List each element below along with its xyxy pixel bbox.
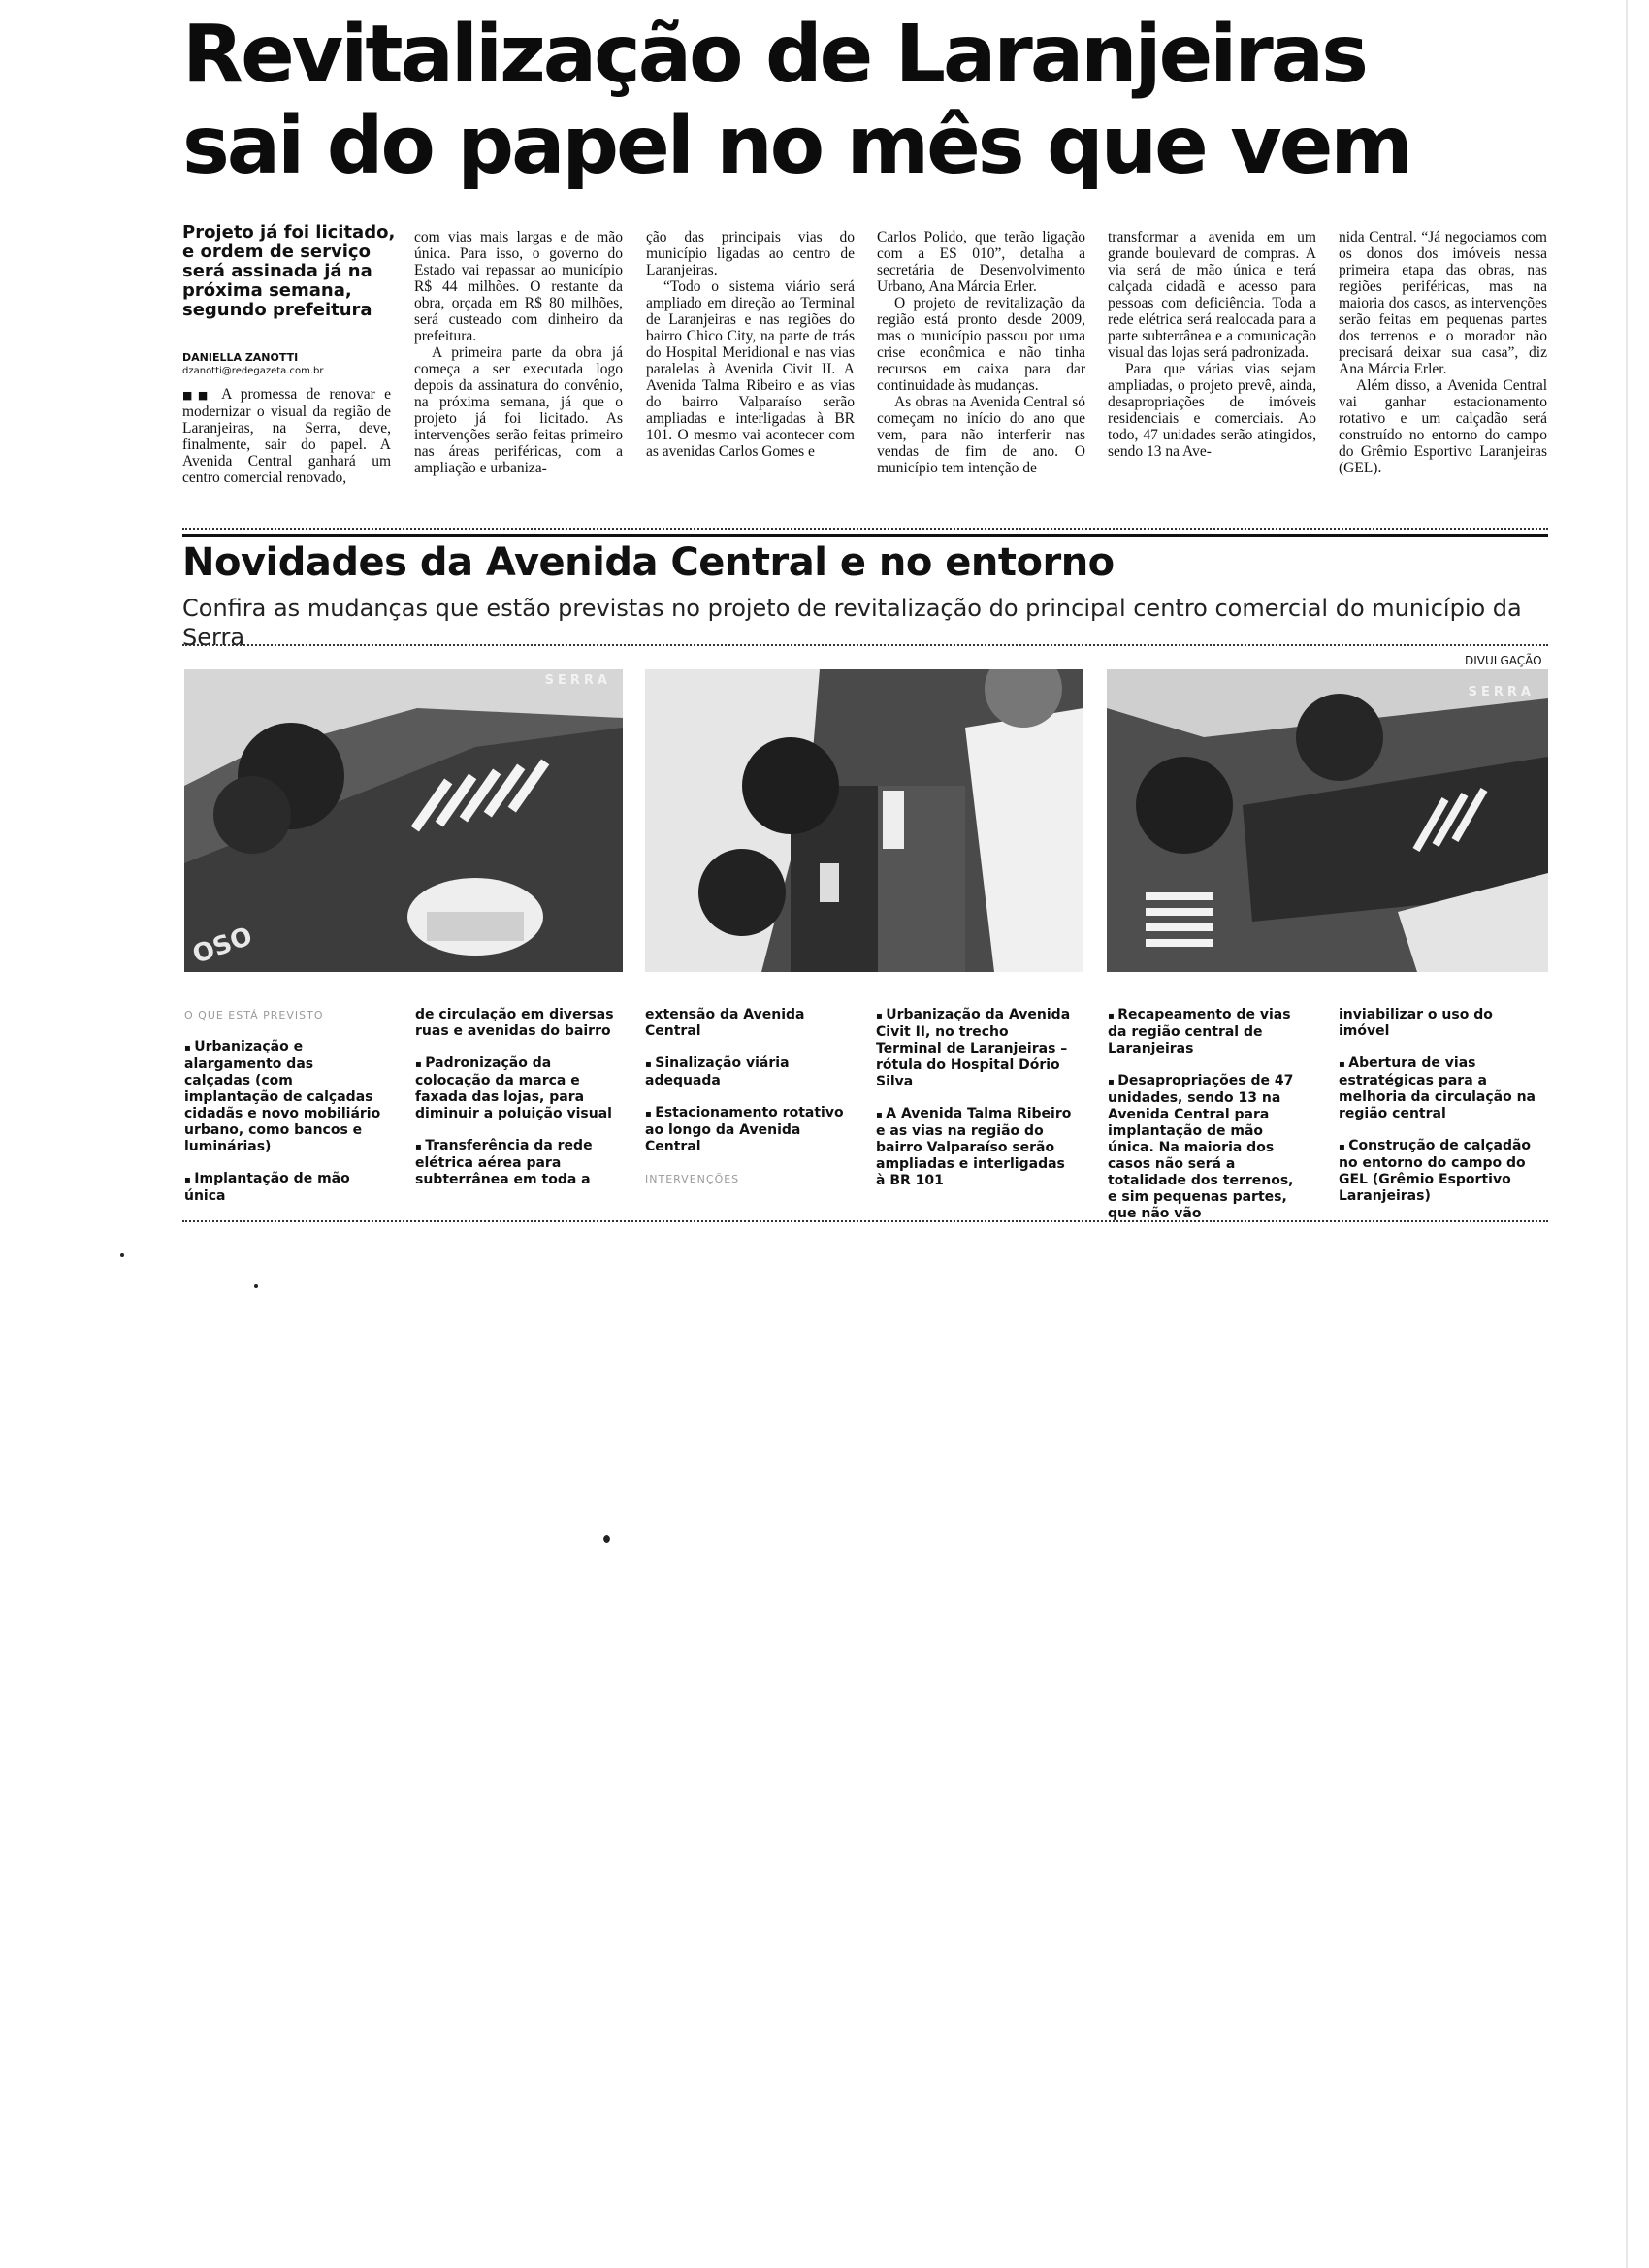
rendering-1-label: SERRA — [544, 673, 611, 688]
headline-line-2: sai do papel no mês que vem — [182, 100, 1410, 192]
box-item: ▪ Abertura de vias estratégicas para a melhoria da circulação na região central — [1339, 1055, 1537, 1122]
project-rendering-3 — [1107, 669, 1548, 972]
separator-dotted-top — [182, 528, 1548, 530]
column-2-paragraph-2: A primeira parte da obra já começa a ser executada logo depois da assinatura do convênio, na próxima semana, já que o projeto já foi licitado. As intervenções serão feitas primeiro nas áreas periféricas, com a ampliação e urbaniza- — [414, 344, 623, 476]
article-column-4 — [877, 229, 1085, 476]
article-column-5 — [1108, 229, 1316, 460]
box-item: ▪ A Avenida Talma Ribeiro e as vias na região do bairro Valparaíso serão ampliadas e interligadas à BR 101 — [876, 1106, 1075, 1189]
box-section-caption: O QUE ESTÁ PREVISTO — [184, 1009, 324, 1021]
photo-credit: DIVULGAÇÃO — [1465, 654, 1542, 667]
column-5-paragraph-2: Para que várias vias sejam ampliadas, o projeto prevê, ainda, desapropriações de imóveis residenciais e comerciais. Ao todo, 47 unidades serão atingidos, sendo 13 na Ave- — [1108, 361, 1316, 460]
box-item: ▪ Desapropriações de 47 unidades, sendo 13 na Avenida Central para implantação de mão única. Na maioria dos casos não será a totalidade dos terrenos, e sim pequenas partes, que não vão — [1108, 1073, 1307, 1222]
separator-dotted-bottom — [182, 1220, 1548, 1222]
column-4-paragraph-2: O projeto de revitalização da região está pronto desde 2009, mas o município passou por uma crise econômica e não tinha recursos em caixa para dar continuidade às mudanças. — [877, 295, 1085, 394]
box-subtitle: Confira as mudanças que estão previstas no projeto de revitalização do principal centro comercial do município da Serra — [182, 595, 1522, 651]
byline-email: dzanotti@redegazeta.com.br — [182, 366, 324, 376]
rendering-1-image — [184, 669, 623, 972]
article-column-3 — [646, 229, 855, 460]
article-column-1 — [182, 386, 391, 486]
box-item: ▪ Urbanização da Avenida Civit II, no trecho Terminal de Laranjeiras – rótula do Hospital Dório Silva — [876, 1007, 1075, 1090]
box-column-2 — [415, 1007, 614, 1204]
headline-line-1: Revitalização de Laranjeiras — [182, 9, 1366, 101]
box-title: Novidades da Avenida Central e no entorno — [182, 540, 1115, 585]
box-item: ▪ Estacionamento rotativo ao longo da Avenida Central — [645, 1105, 844, 1155]
box-item: ▪ Construção de calçadão no entorno do campo do GEL (Grêmio Esportivo Laranjeiras) — [1339, 1138, 1537, 1205]
project-rendering-1 — [184, 669, 623, 972]
box-section-caption: INTERVENÇÕES — [645, 1173, 740, 1185]
column-6-paragraph-1: nida Central. “Já negociamos com os donos dos imóveis nessa primeira etapa das obras, nas regiões periféricas, mas na maioria dos casos, as intervenções serão feitas em pequenas partes dos terrenos e o morador não precisará deixar sua casa”, diz Ana Márcia Erler. — [1339, 229, 1547, 377]
scan-speck — [603, 1535, 610, 1543]
column-5-paragraph-1: transformar a avenida em um grande boulevard de compras. A via será de mão única e terá calçada cidadã e acesso para pessoas com deficiência. Toda a rede elétrica será realocada para a parte subterrânea e a comunicação visual das lojas será padronizada. — [1108, 229, 1316, 361]
column-4-paragraph-3: As obras na Avenida Central só começam no início do ano que vem, para não interferir nas vendas de fim de ano. O município tem intenção de — [877, 394, 1085, 476]
article-deck: Projeto já foi licitado, e ordem de serviço será assinada já na próxima semana, segundo prefeitura — [182, 222, 396, 320]
box-column-6 — [1339, 1007, 1537, 1220]
rendering-3-image — [1107, 669, 1548, 972]
rendering-3-label: SERRA — [1468, 685, 1535, 699]
box-item: ▪ Sinalização viária adequada — [645, 1055, 844, 1089]
box-column-5 — [1108, 1007, 1307, 1238]
box-item: ▪ Recapeamento de vias da região central de Laranjeiras — [1108, 1007, 1307, 1057]
road-marking-text: OSO — [188, 922, 257, 970]
box-item: de circulação em diversas ruas e avenidas do bairro — [415, 1007, 614, 1039]
separator-dotted-box — [182, 644, 1548, 646]
box-item: inviabilizar o uso do imóvel — [1339, 1007, 1493, 1039]
scan-edge — [1626, 0, 1628, 2268]
article-column-2 — [414, 229, 623, 476]
separator-solid — [182, 534, 1548, 537]
byline: DANIELLA ZANOTTI — [182, 351, 299, 364]
project-rendering-2 — [645, 669, 1083, 972]
article-headline — [182, 10, 1482, 192]
column-1-paragraph-1: A promessa de renovar e modernizar o visual da região de Laranjeiras, na Serra, deve, finalmente, sair do papel. A Avenida Central ganhará um centro comercial renovado, — [182, 386, 391, 486]
box-column-4 — [876, 1007, 1075, 1205]
box-column-1 — [184, 1007, 383, 1220]
column-4-paragraph-1: Carlos Polido, que terão ligação com a ES 010”, detalha a secretária de Desenvolvimento Urbano, Ana Márcia Erler. — [877, 229, 1085, 295]
box-item: extensão da Avenida Central — [645, 1007, 805, 1039]
column-3-paragraph-1: ção das principais vias do município ligadas ao centro de Laranjeiras. — [646, 229, 855, 278]
column-6-paragraph-2: Além disso, a Avenida Central vai ganhar estacionamento rotativo e um calçadão será construído no entorno do campo do Grêmio Esportivo Laranjeiras (GEL). — [1339, 377, 1547, 476]
column-3-paragraph-2: “Todo o sistema viário será ampliado em direção ao Terminal de Laranjeiras e nas regiões do bairro Chico City, na parte de trás do Hospital Meridional e nas vias paralelas à Avenida Civit II. A Avenida Talma Ribeiro e as vias do bairro Valparaíso serão ampliadas e interligadas à BR 101. O mesmo vai acontecer com as avenidas Carlos Gomes e — [646, 278, 855, 460]
box-item: ▪ Implantação de mão única — [184, 1171, 383, 1205]
rendering-2-image — [645, 669, 1083, 972]
scan-speck — [120, 1253, 124, 1257]
column-2-paragraph-1: com vias mais largas e de mão única. Para isso, o governo do Estado vai repassar ao município R$ 44 milhões. O restante da obra, orçada em R$ 80 milhões, será custeado com dinheiro da prefeitura. — [414, 229, 623, 344]
lead-mark: ■■ — [182, 389, 213, 402]
article-column-6 — [1339, 229, 1547, 476]
box-item: ▪ Padronização da colocação da marca e faxada das lojas, para diminuir a poluição visual — [415, 1055, 614, 1122]
box-item: ▪ Transferência da rede elétrica aérea para subterrânea em toda a — [415, 1138, 614, 1188]
scan-speck — [254, 1284, 258, 1288]
box-column-3 — [645, 1007, 844, 1203]
box-item: ▪ Urbanização e alargamento das calçadas (com implantação de calçadas cidadãs e novo mobiliário urbano, como bancos e luminárias) — [184, 1039, 383, 1155]
